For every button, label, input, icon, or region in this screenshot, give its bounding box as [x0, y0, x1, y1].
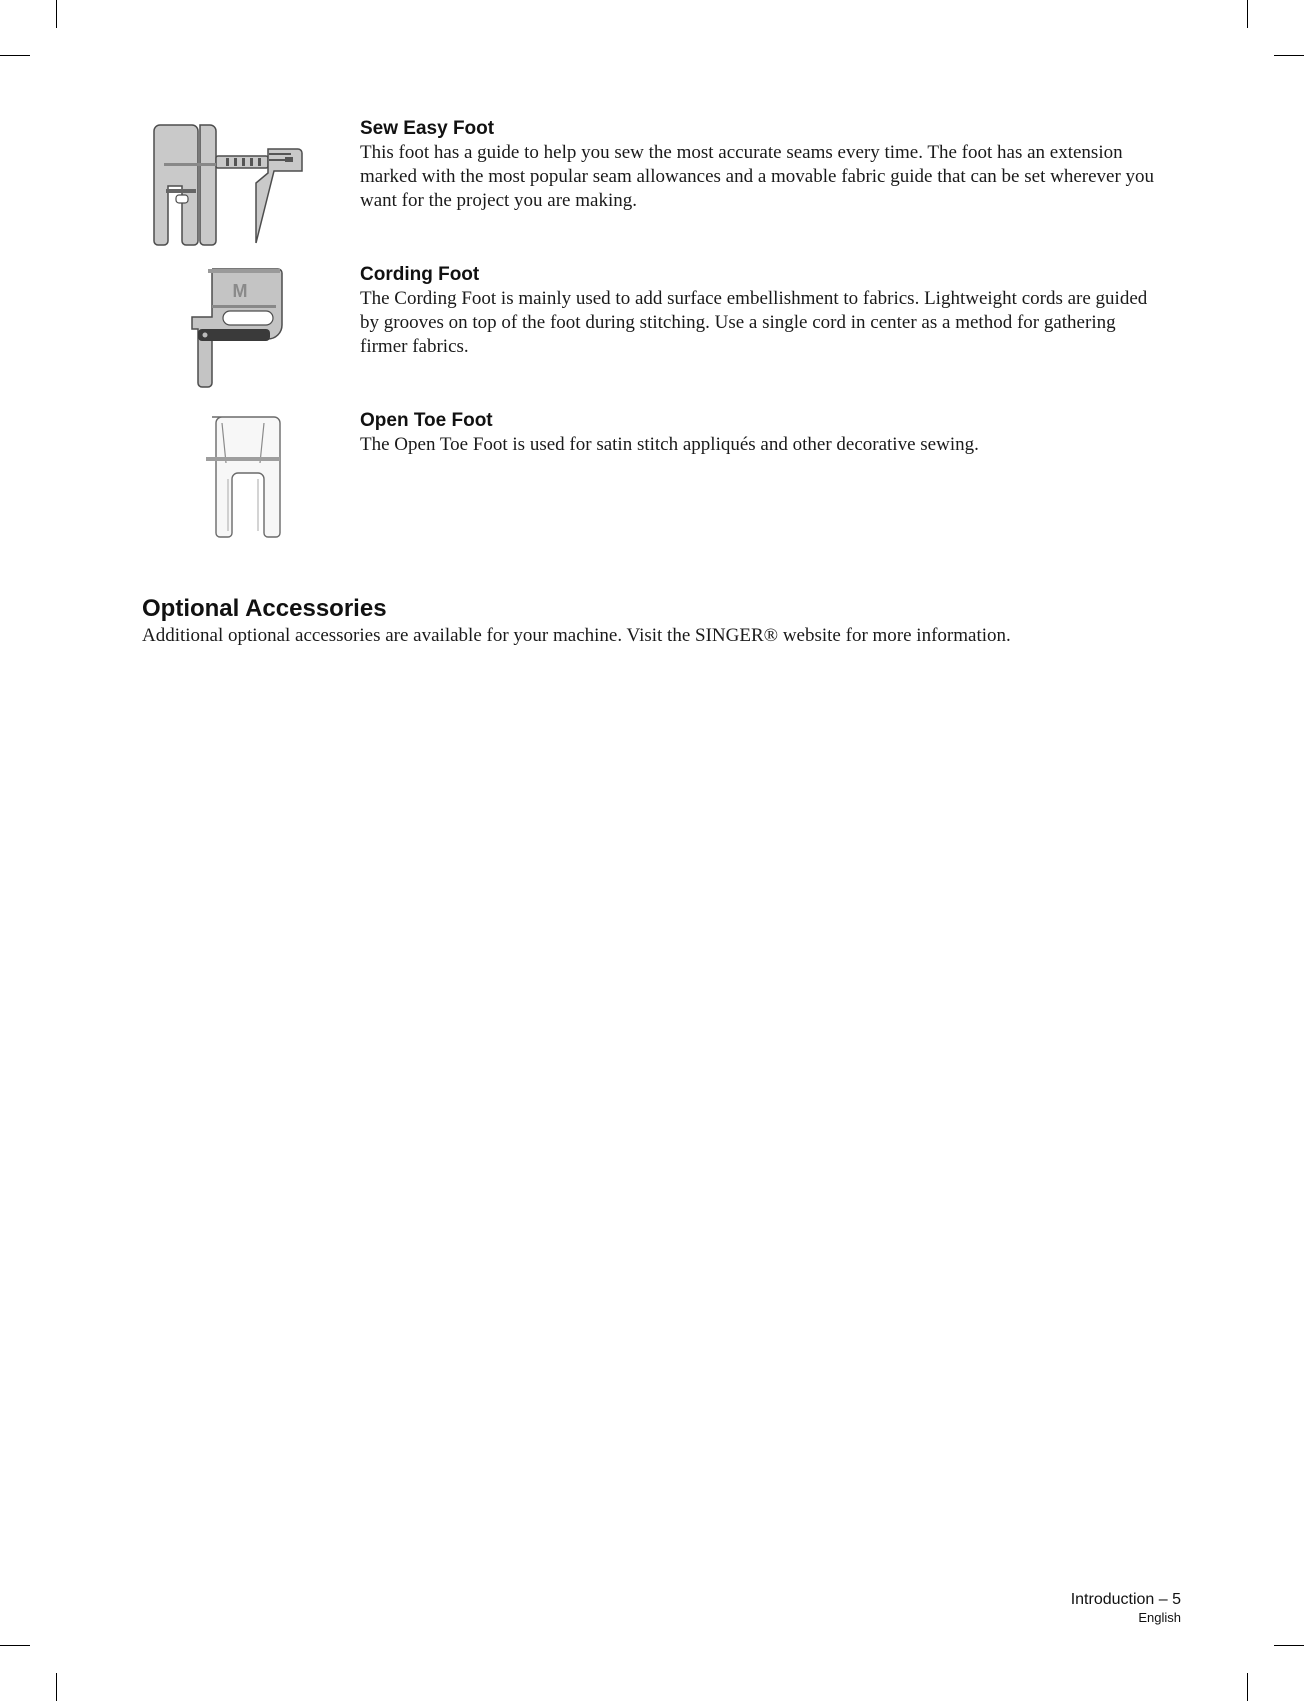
section-heading: Optional Accessories [142, 595, 387, 622]
crop-mark [56, 0, 57, 28]
language-label: English [1138, 1610, 1181, 1625]
accessory-description: The Cording Foot is mainly used to add surface embellishment to fabrics. Lightweight cords are guided by grooves on top of the foot during stitching. Use a single cord in center as a method for gathering firmer fabrics. [360, 288, 1148, 357]
accessory-title: Cording Foot [360, 264, 480, 285]
crop-mark [1247, 0, 1248, 28]
accessory-description: The Open Toe Foot is used for satin stitch appliqués and other decorative sewing. [360, 434, 979, 455]
crop-mark [56, 1673, 57, 1701]
open-toe-foot-icon [142, 409, 342, 549]
crop-mark [1274, 55, 1304, 56]
optional-accessories-section [142, 594, 1162, 648]
cording-foot-mark: M [232, 281, 248, 301]
section-text: Additional optional accessories are available for your machine. Visit the SINGER® website for more information. [142, 625, 1011, 646]
crop-mark [0, 1645, 30, 1646]
page-number: Introduction – 5 [1070, 1591, 1181, 1608]
accessory-title: Open Toe Foot [360, 410, 493, 431]
crop-mark [1247, 1673, 1248, 1701]
crop-mark [1274, 1645, 1304, 1646]
cording-foot-icon [142, 263, 342, 403]
accessory-description: This foot has a guide to help you sew the most accurate seams every time. The foot has an extension marked with the most popular seam allowances and a movable fabric guide that can be set wherever you want for the project you are making. [360, 142, 1155, 211]
page-footer [1071, 1590, 1181, 1626]
accessory-title: Sew Easy Foot [360, 118, 495, 139]
crop-mark [0, 55, 30, 56]
sew-easy-foot-icon [142, 117, 342, 257]
